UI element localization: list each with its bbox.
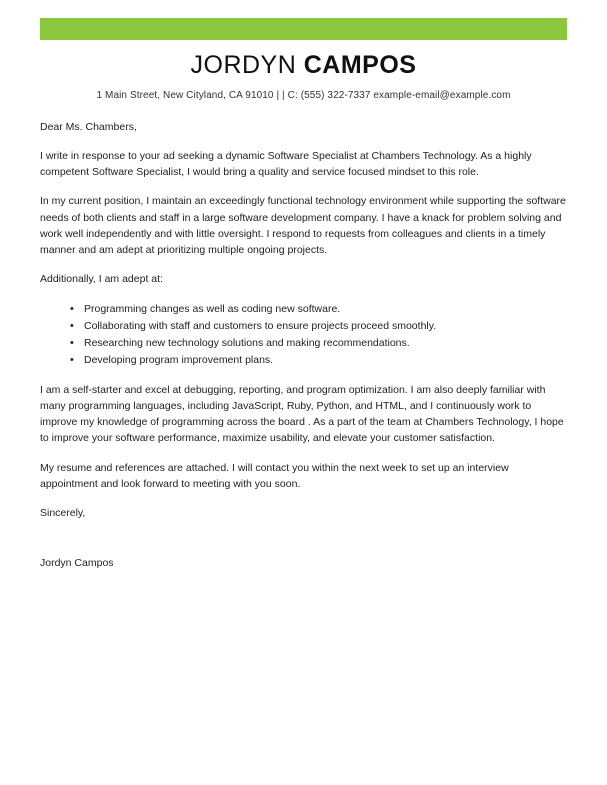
list-item: • Collaborating with staff and customers to ensure projects proceed smoothly. [70, 318, 567, 335]
list-item: • Researching new technology solutions and making recommendations. [70, 335, 567, 352]
last-name: CAMPOS [303, 51, 417, 79]
signature: Jordyn Campos [40, 557, 114, 570]
skills-list [40, 301, 567, 369]
contact-info: 1 Main Street, New Cityland, CA 91010 | | C: (555) 322-7337 example-email@example.com [96, 89, 511, 101]
list-item: • Programming changes as well as coding new software. [70, 301, 567, 318]
page-title [40, 52, 567, 80]
accent-bar [40, 18, 567, 40]
paragraph-5: My resume and references are attached. I will contact you within the next week to set up an interview appointment and look forward to meeting with you soon. [40, 461, 509, 490]
paragraph-3: Additionally, I am adept at: [40, 273, 163, 286]
salutation: Dear Ms. Chambers, [40, 120, 137, 133]
paragraph-4: I am a self-starter and excel at debugging, reporting, and program optimization. I am also deeply familiar with many programming languages, including JavaScript, Ruby, Python, and HTML, and I continuously work to improve my knowledge of programming across the board . As a part of the team at Chambers Technology, I hope to improve your software performance, maximize usability, and elevate your customer satisfaction. [40, 383, 564, 445]
paragraph-2: In my current position, I maintain an exceedingly functional technology environment while supporting the software needs of both clients and staff in a large software development company. I have a knack for problem solving and work well independently and with little oversight. I respond to requests from colleagues and clients in a timely manner and am adept at prioritizing multiple ongoing projects. [40, 195, 566, 257]
letter-body [40, 119, 567, 572]
closing: Sincerely, [40, 507, 86, 520]
list-item: • Developing program improvement plans. [70, 352, 567, 369]
paragraph-1: I write in response to your ad seeking a dynamic Software Specialist at Chambers Technology. As a highly competent Software Specialist, I would bring a quality and service focused mindset to this role. [40, 149, 532, 179]
letter-content [40, 52, 567, 572]
first-name: JORDYN [190, 51, 297, 79]
